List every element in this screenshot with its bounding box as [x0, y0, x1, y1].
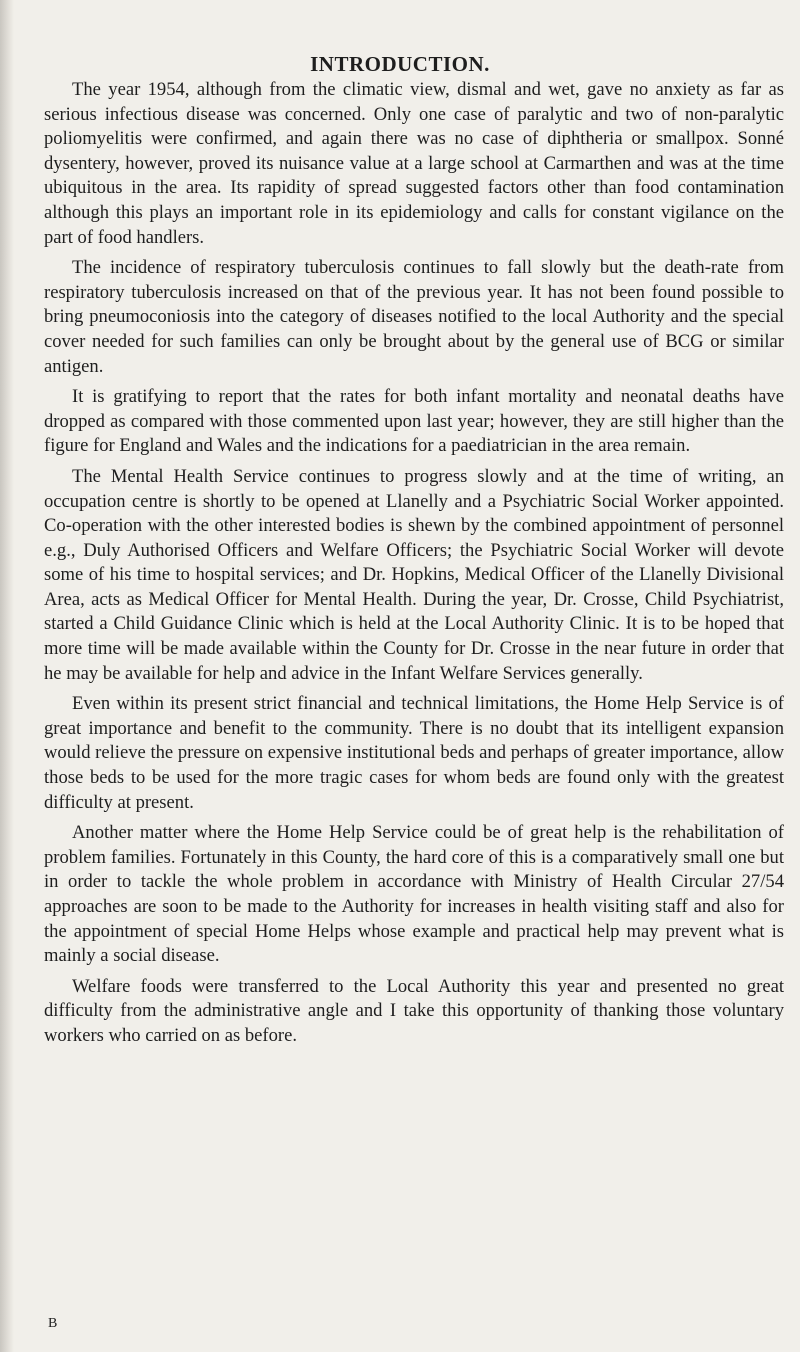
body-text	[44, 78, 784, 1055]
paragraph-mental-health: The Mental Health Service continues to progress slowly and at the time of writing, an occupation centre is shortly to be opened at Llanelly and a Psychiatric Social Worker appointed. Co-operation with the other interested bodies is shewn by the combined appointment of personnel e.g., Duly Authorised Officers and Welfare Officers; the Psychiatric Social Worker will devote some of his time to hospital services; and Dr. Hopkins, Medical Officer of the Llanelly Divisional Area, acts as Medical Officer for Mental Health. During the year, Dr. Crosse, Child Psychiatrist, started a Child Guidance Clinic which is held at the Local Authority Clinic. It is to be hoped that more time will be made available within the County for Dr. Crosse in the near future in order that he may be available for help and advice in the Infant Welfare Services generally.	[44, 465, 784, 684]
page-heading: INTRODUCTION.	[310, 52, 490, 76]
paragraph-home-help: Even within its present strict financial and technical limitations, the Home Help Service is of great importance and benefit to the community. There is no doubt that its intelligent expansion would relieve the pressure on expensive institutional beds and perhaps of greater importance, allow those beds to be used for the more tragic cases for whom beds are found only with the greatest difficulty at present.	[44, 693, 784, 813]
signature-mark: B	[48, 1316, 58, 1331]
paragraph-infant-mortality: It is gratifying to report that the rates for both infant mortality and neonatal deaths have dropped as compared with those commented upon last year; however, they are still higher than the figure for England and Wales and the indications for a paediatrician in the area remain.	[44, 386, 784, 457]
paragraph-welfare-foods: Welfare foods were transferred to the Local Authority this year and presented no great difficulty from the administrative angle and I take this opportunity of thanking those voluntary workers who carried on as before.	[44, 975, 784, 1046]
paragraph-infectious-disease: The year 1954, although from the climatic view, dismal and wet, gave no anxiety as far as serious infectious disease was concerned. Only one case of paralytic and two of non-paralytic poliomyelitis were confirmed, and again there was no case of diphtheria or smallpox. Sonné dysentery, however, proved its nuisance value at a large school at Carmarthen and was at the time ubiquitous in the area. Its rapidity of spread suggested factors other than food contamination although this plays an important role in its epidemiology and calls for constant vigilance on the part of food handlers.	[44, 79, 784, 248]
paragraph-problem-families: Another matter where the Home Help Service could be of great help is the rehabilitation of problem families. Fortunately in this County, the hard core of this is a comparatively small one but in order to tackle the whole problem in accordance with Ministry of Health Circular 27/54 approaches are soon to be made to the Authority for increases in health visiting staff and also for the appointment of special Home Helps whose example and practical help may prevent what is mainly a social disease.	[44, 822, 784, 967]
paragraph-tuberculosis: The incidence of respiratory tuberculosis continues to fall slowly but the death-rate from respiratory tuberculosis increased on that of the previous year. It has not been found possible to bring pneumoconiosis into the category of diseases notified to the local Authority and the special cover needed for such families can only be brought about by the general use of BCG or similar antigen.	[44, 257, 784, 377]
